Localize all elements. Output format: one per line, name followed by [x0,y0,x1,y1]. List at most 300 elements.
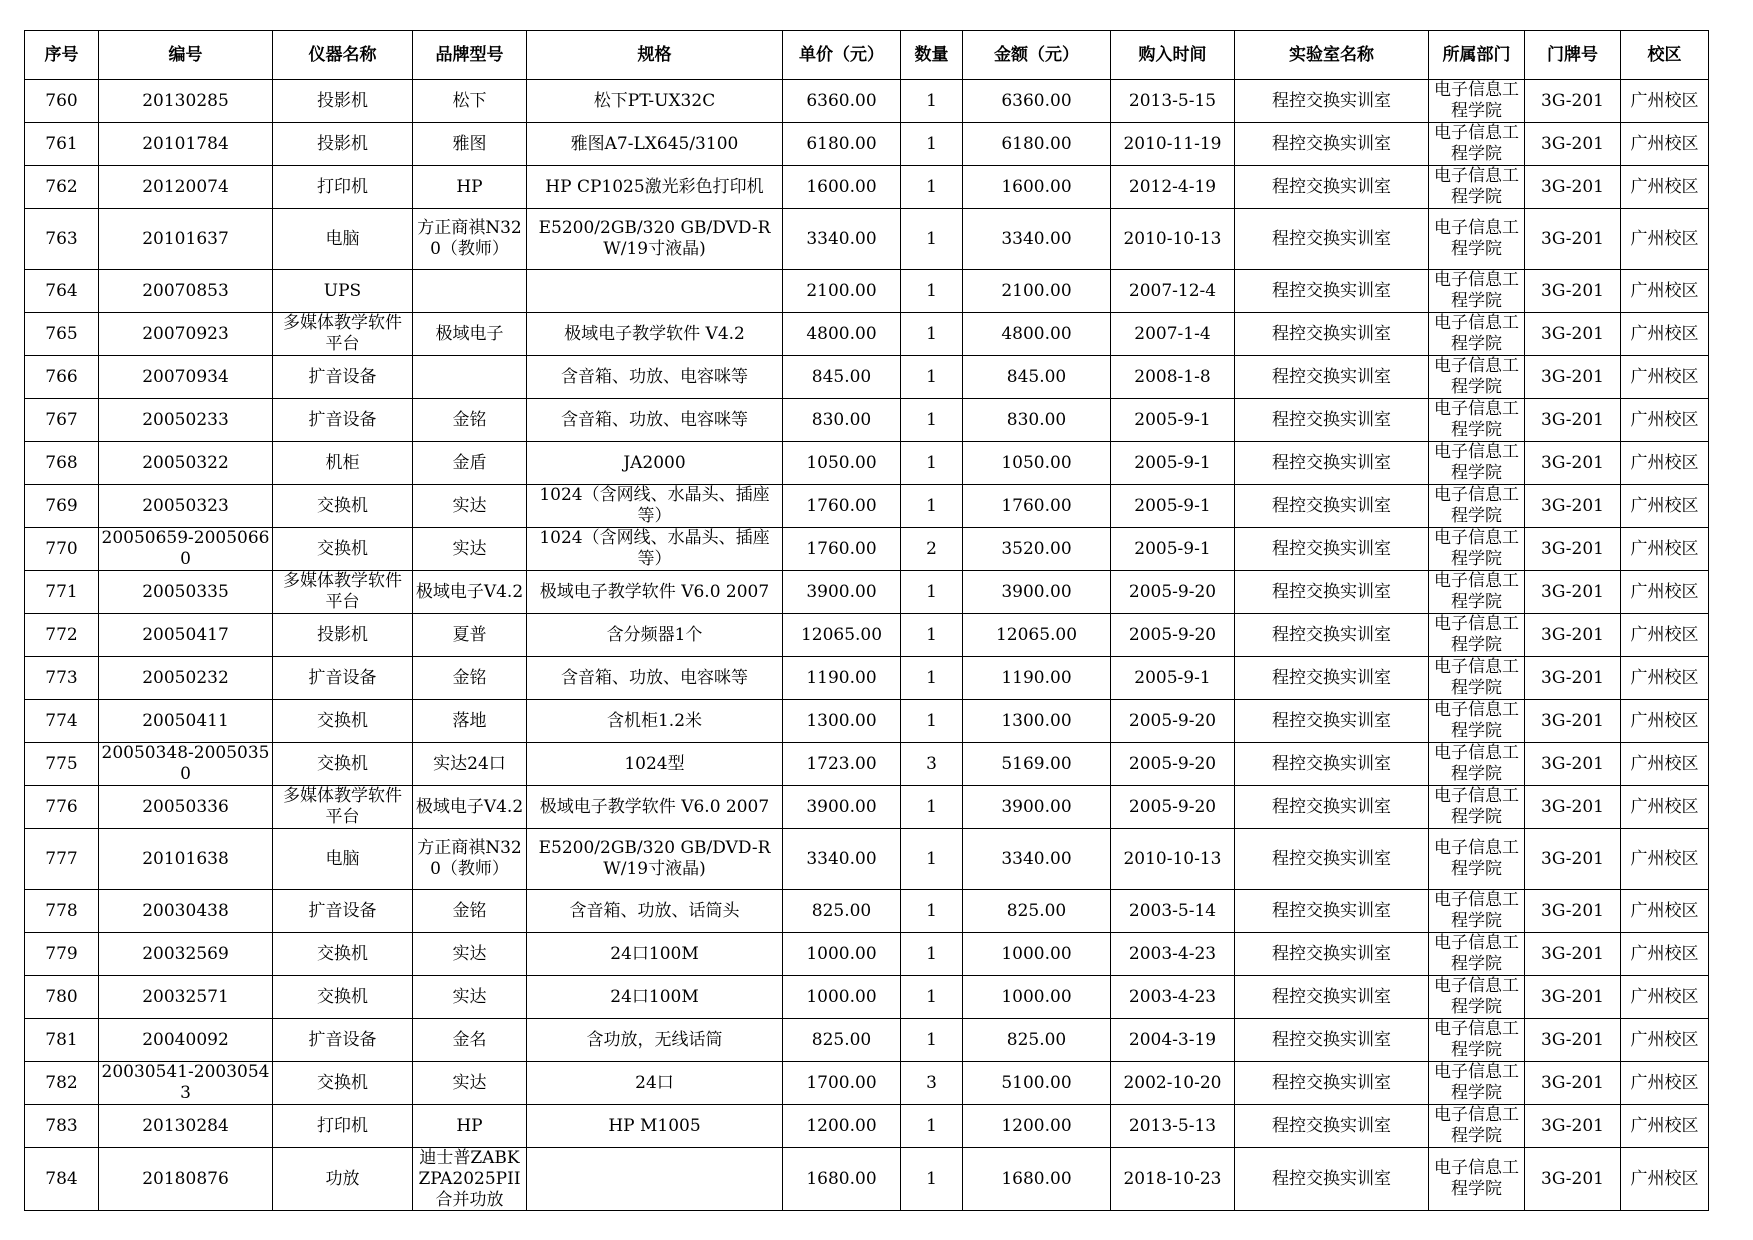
cell-campus [1621,829,1709,890]
cell-text: 1190.00 [1001,667,1072,688]
cell-text: 广州校区 [1630,495,1699,516]
cell-text: 1 [926,1168,937,1189]
cell-text: 779 [45,943,78,964]
cell-text: 6360.00 [806,90,877,111]
cell-text: 程控交换实训室 [1272,1072,1391,1093]
cell-lab-name [1235,313,1429,356]
cell-brand-model [413,399,527,442]
column-header-instrument-name: 仪器名称 [273,31,413,80]
cell-lab-name [1235,743,1429,786]
cell-code [99,700,273,743]
cell-text: 多媒体教学软件平台 [283,786,402,827]
cell-amount [963,829,1111,890]
cell-code [99,270,273,313]
cell-amount [963,1105,1111,1148]
cell-text: 2005-9-20 [1128,753,1217,774]
cell-text: 1 [926,133,937,154]
cell-department [1429,571,1525,614]
cell-room-number [1525,1062,1621,1105]
cell-department [1429,356,1525,399]
cell-quantity [901,485,963,528]
cell-spec [527,80,783,123]
cell-text: 程控交换实训室 [1272,624,1391,645]
cell-spec [527,786,783,829]
cell-department [1429,80,1525,123]
cell-seq [25,209,99,270]
cell-text: 781 [45,1029,78,1050]
cell-campus [1621,1148,1709,1211]
cell-lab-name [1235,485,1429,528]
cell-brand-model [413,1019,527,1062]
cell-text: 2005-9-1 [1134,538,1211,559]
cell-spec [527,571,783,614]
cell-quantity [901,270,963,313]
cell-seq [25,270,99,313]
cell-text: 实达 [452,1072,487,1093]
cell-amount [963,890,1111,933]
cell-text: 776 [45,796,78,817]
table-row [25,786,1709,829]
cell-text: 825.00 [811,1029,872,1050]
column-header-code: 编号 [99,31,273,80]
cell-text: 方正商祺N320（教师） [417,838,522,879]
cell-text: 3G-201 [1541,1072,1604,1093]
cell-text: 夏普 [452,624,487,645]
cell-text: 程控交换实训室 [1272,796,1391,817]
cell-text: 极域电子教学软件 V6.0 2007 [539,796,770,817]
cell-text: 程控交换实训室 [1272,452,1391,473]
cell-text: 程控交换实训室 [1272,1115,1391,1136]
cell-purchase-date [1111,829,1235,890]
cell-code [99,123,273,166]
cell-brand-model [413,976,527,1019]
cell-spec [527,1105,783,1148]
cell-text: E5200/2GB/320 GB/DVD-RW/19寸液晶) [538,218,771,259]
cell-text: 程控交换实训室 [1272,710,1391,731]
cell-purchase-date [1111,743,1235,786]
cell-text: 20130284 [142,1115,229,1136]
cell-text: 松下 [452,90,487,111]
cell-text: 768 [45,452,78,473]
cell-text: 764 [45,280,78,301]
cell-unit-price [783,442,901,485]
cell-text: 1 [926,90,937,111]
cell-lab-name [1235,80,1429,123]
cell-text: 2005-9-20 [1128,624,1217,645]
cell-purchase-date [1111,700,1235,743]
cell-amount [963,528,1111,571]
cell-unit-price [783,890,901,933]
cell-text: 20050411 [142,710,229,731]
cell-text: 3900.00 [806,581,877,602]
table-row [25,933,1709,976]
cell-text: 3G-201 [1541,624,1604,645]
cell-text: 广州校区 [1630,538,1699,559]
cell-text: 电子信息工程学院 [1434,1158,1519,1199]
cell-text: 780 [45,986,78,1007]
cell-seq [25,356,99,399]
cell-department [1429,123,1525,166]
cell-text: 3G-201 [1541,90,1604,111]
cell-instrument-name [273,743,413,786]
cell-text: 20050233 [142,409,229,430]
cell-quantity [901,933,963,976]
cell-quantity [901,976,963,1019]
cell-code [99,313,273,356]
cell-quantity [901,313,963,356]
cell-text: 2010-11-19 [1123,133,1222,154]
cell-text: 3900.00 [806,796,877,817]
cell-instrument-name [273,1148,413,1211]
cell-campus [1621,356,1709,399]
cell-text: 845.00 [811,366,872,387]
cell-instrument-name [273,528,413,571]
cell-text: 程控交换实训室 [1272,1168,1391,1189]
column-header-unit-price: 单价（元） [783,31,901,80]
cell-text: 3G-201 [1541,538,1604,559]
cell-seq [25,528,99,571]
cell-text: 扩音设备 [308,1029,377,1050]
cell-text: 3G-201 [1541,986,1604,1007]
cell-lab-name [1235,700,1429,743]
cell-department [1429,933,1525,976]
cell-seq [25,1148,99,1211]
cell-text: 电子信息工程学院 [1434,786,1519,827]
cell-text: 程控交换实训室 [1272,538,1391,559]
cell-purchase-date [1111,356,1235,399]
cell-text: 含音箱、功放、电容咪等 [561,366,748,387]
cell-brand-model [413,890,527,933]
cell-text: 程控交换实训室 [1272,228,1391,249]
cell-brand-model [413,933,527,976]
cell-text: 2013-5-15 [1128,90,1217,111]
cell-brand-model [413,657,527,700]
cell-room-number [1525,657,1621,700]
cell-text: 20030541-20030543 [101,1062,270,1103]
cell-quantity [901,1062,963,1105]
cell-code [99,614,273,657]
column-header-campus: 校区 [1621,31,1709,80]
header-row [25,31,1709,80]
cell-department [1429,890,1525,933]
cell-text: 扩音设备 [308,366,377,387]
cell-text: 2100.00 [1001,280,1072,301]
cell-text: 773 [45,667,78,688]
cell-text: 1 [926,228,937,249]
cell-text: 电子信息工程学院 [1434,399,1519,440]
cell-seq [25,786,99,829]
cell-unit-price [783,786,901,829]
cell-department [1429,209,1525,270]
cell-text: 交换机 [317,753,368,774]
cell-text: 广州校区 [1630,796,1699,817]
cell-lab-name [1235,614,1429,657]
cell-text: 含机柜1.2米 [606,710,703,731]
cell-unit-price [783,614,901,657]
cell-text: 3G-201 [1541,848,1604,869]
cell-brand-model [413,1148,527,1211]
cell-unit-price [783,657,901,700]
cell-text: 电子信息工程学院 [1434,1019,1519,1060]
cell-text: 含音箱、功放、电容咪等 [561,667,748,688]
cell-amount [963,270,1111,313]
cell-quantity [901,209,963,270]
cell-text: 24口100M [610,986,699,1007]
cell-text: 程控交换实训室 [1272,323,1391,344]
cell-seq [25,166,99,209]
cell-unit-price [783,933,901,976]
cell-text: 投影机 [317,90,368,111]
cell-seq [25,933,99,976]
cell-seq [25,614,99,657]
cell-text: 程控交换实训室 [1272,667,1391,688]
cell-text: 交换机 [317,495,368,516]
cell-text: 功放 [325,1168,360,1189]
cell-text: HP [456,1115,483,1136]
cell-text: 1600.00 [806,176,877,197]
cell-text: 3G-201 [1541,133,1604,154]
cell-text: 3340.00 [806,228,877,249]
cell-text: 扩音设备 [308,667,377,688]
cell-text: 845.00 [1006,366,1067,387]
cell-campus [1621,485,1709,528]
cell-department [1429,399,1525,442]
cell-text: 1000.00 [1001,943,1072,964]
cell-lab-name [1235,270,1429,313]
cell-seq [25,123,99,166]
cell-text: 3G-201 [1541,280,1604,301]
cell-room-number [1525,829,1621,890]
cell-seq [25,1019,99,1062]
cell-text: 3G-201 [1541,1168,1604,1189]
cell-text: 4800.00 [806,323,877,344]
cell-quantity [901,700,963,743]
cell-amount [963,80,1111,123]
cell-campus [1621,1105,1709,1148]
cell-text: 1 [926,280,937,301]
cell-text: 交换机 [317,1072,368,1093]
cell-text: 3G-201 [1541,753,1604,774]
cell-text: 多媒体教学软件平台 [283,571,402,612]
cell-text: 广州校区 [1630,753,1699,774]
cell-text: 广州校区 [1630,228,1699,249]
cell-code [99,485,273,528]
cell-instrument-name [273,976,413,1019]
table-row [25,356,1709,399]
cell-text: 广州校区 [1630,986,1699,1007]
cell-department [1429,270,1525,313]
cell-text: 20050417 [142,624,229,645]
cell-text: 广州校区 [1630,133,1699,154]
cell-spec [527,1019,783,1062]
cell-text: 广州校区 [1630,90,1699,111]
cell-seq [25,976,99,1019]
cell-text: 极域电子 [435,323,504,344]
cell-text: 广州校区 [1630,280,1699,301]
cell-instrument-name [273,209,413,270]
cell-text: 1 [926,366,937,387]
cell-text: 20032569 [142,943,229,964]
cell-text: 1024（含网线、水晶头、插座等） [539,528,770,569]
cell-instrument-name [273,166,413,209]
cell-brand-model [413,700,527,743]
table-row [25,571,1709,614]
cell-unit-price [783,528,901,571]
cell-instrument-name [273,890,413,933]
cell-code [99,933,273,976]
cell-text: 扩音设备 [308,900,377,921]
table-row [25,270,1709,313]
cell-spec [527,976,783,1019]
cell-purchase-date [1111,399,1235,442]
cell-text: 实达24口 [433,753,506,774]
cell-lab-name [1235,1019,1429,1062]
cell-text: 1024（含网线、水晶头、插座等） [539,485,770,526]
cell-text: 电脑 [325,228,360,249]
column-header-spec: 规格 [527,31,783,80]
cell-text: 1 [926,710,937,731]
cell-seq [25,743,99,786]
cell-text: 20180876 [142,1168,229,1189]
cell-text: 电子信息工程学院 [1434,356,1519,397]
column-header-seq: 序号 [25,31,99,80]
cell-text: 2010-10-13 [1123,228,1222,249]
cell-purchase-date [1111,976,1235,1019]
cell-campus [1621,614,1709,657]
cell-instrument-name [273,313,413,356]
cell-code [99,442,273,485]
column-header-room-number: 门牌号 [1525,31,1621,80]
cell-text: 程控交换实训室 [1272,581,1391,602]
cell-text: 含音箱、功放、电容咪等 [561,409,748,430]
cell-brand-model [413,209,527,270]
cell-unit-price [783,80,901,123]
cell-quantity [901,166,963,209]
cell-text: 1700.00 [806,1072,877,1093]
cell-text: 打印机 [317,1115,368,1136]
cell-text: 1680.00 [1001,1168,1072,1189]
cell-text: 1760.00 [1001,495,1072,516]
cell-text: 2008-1-8 [1134,366,1211,387]
cell-text: 电子信息工程学院 [1434,838,1519,879]
cell-text: 含分频器1个 [606,624,703,645]
cell-spec [527,123,783,166]
cell-text: 金名 [452,1029,487,1050]
cell-text: 交换机 [317,710,368,731]
cell-text: 极域电子V4.2 [415,581,524,602]
cell-text: 825.00 [1006,1029,1067,1050]
cell-purchase-date [1111,614,1235,657]
cell-text: 20050659-20050660 [101,528,270,569]
cell-amount [963,123,1111,166]
cell-unit-price [783,743,901,786]
cell-brand-model [413,166,527,209]
cell-department [1429,166,1525,209]
cell-campus [1621,933,1709,976]
cell-text: 3G-201 [1541,1029,1604,1050]
cell-brand-model [413,614,527,657]
cell-room-number [1525,1148,1621,1211]
cell-text: 2004-3-19 [1128,1029,1217,1050]
cell-text: 2002-10-20 [1123,1072,1222,1093]
cell-text: 3G-201 [1541,1115,1604,1136]
cell-text: 2 [926,538,937,559]
cell-text: 2007-1-4 [1134,323,1211,344]
cell-lab-name [1235,123,1429,166]
cell-text: 20070923 [142,323,229,344]
cell-text: 金盾 [452,452,487,473]
cell-text: 广州校区 [1630,409,1699,430]
cell-text: 程控交换实训室 [1272,176,1391,197]
cell-text: 电子信息工程学院 [1434,218,1519,259]
cell-purchase-date [1111,1105,1235,1148]
cell-text: 783 [45,1115,78,1136]
cell-unit-price [783,209,901,270]
cell-room-number [1525,313,1621,356]
cell-purchase-date [1111,270,1235,313]
cell-text: 电子信息工程学院 [1434,166,1519,207]
cell-text: 1 [926,624,937,645]
cell-text: HP [456,176,483,197]
cell-text: 交换机 [317,986,368,1007]
cell-text: 3 [926,753,937,774]
cell-text: 松下PT-UX32C [593,90,716,111]
cell-brand-model [413,786,527,829]
cell-spec [527,933,783,976]
table-row [25,313,1709,356]
cell-department [1429,976,1525,1019]
cell-campus [1621,528,1709,571]
cell-text: 广州校区 [1630,581,1699,602]
cell-purchase-date [1111,209,1235,270]
cell-unit-price [783,399,901,442]
cell-spec [527,657,783,700]
cell-text: 3G-201 [1541,366,1604,387]
table-row [25,442,1709,485]
cell-unit-price [783,976,901,1019]
cell-seq [25,700,99,743]
cell-campus [1621,786,1709,829]
cell-code [99,571,273,614]
cell-text: 3G-201 [1541,667,1604,688]
cell-text: 广州校区 [1630,452,1699,473]
cell-department [1429,829,1525,890]
cell-code [99,829,273,890]
cell-department [1429,657,1525,700]
cell-text: 20040092 [142,1029,229,1050]
cell-amount [963,485,1111,528]
column-header-quantity: 数量 [901,31,963,80]
cell-text: 3520.00 [1001,538,1072,559]
cell-text: 775 [45,753,78,774]
cell-unit-price [783,1062,901,1105]
cell-amount [963,209,1111,270]
cell-text: 20101637 [142,228,229,249]
cell-unit-price [783,166,901,209]
cell-instrument-name [273,1105,413,1148]
cell-quantity [901,80,963,123]
cell-lab-name [1235,166,1429,209]
cell-text: 20120074 [142,176,229,197]
cell-text: 765 [45,323,78,344]
cell-lab-name [1235,1148,1429,1211]
cell-text: 5169.00 [1001,753,1072,774]
cell-brand-model [413,528,527,571]
cell-text: 广州校区 [1630,1029,1699,1050]
cell-unit-price [783,571,901,614]
cell-code [99,1148,273,1211]
cell-code [99,528,273,571]
